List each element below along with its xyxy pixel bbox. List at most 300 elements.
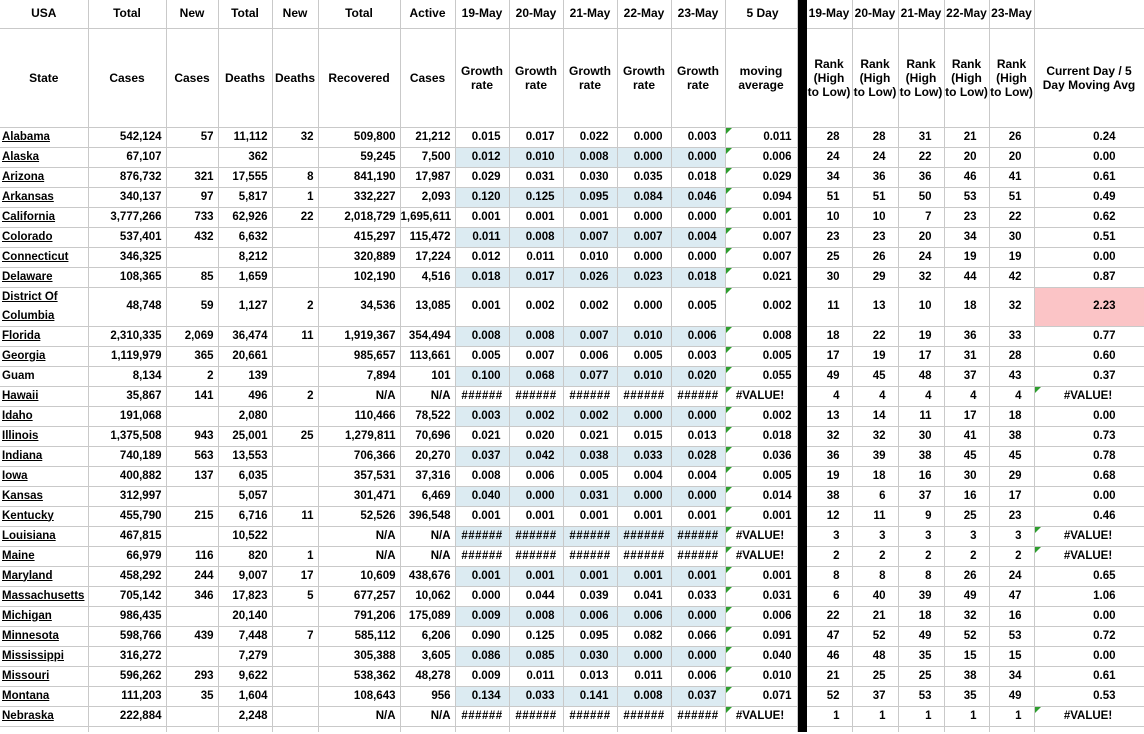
rank-19may-cell[interactable]: 4 <box>806 386 852 406</box>
growth-rate-23may-cell[interactable]: 0.033 <box>671 586 725 606</box>
rank-21may-cell[interactable]: 4 <box>898 386 944 406</box>
moving-average-cell[interactable]: 0.001 <box>725 207 797 227</box>
rank-19may-cell[interactable]: 47 <box>806 626 852 646</box>
total-recovered-cell[interactable]: N/A <box>318 546 400 566</box>
current-vs-avg-cell[interactable]: 0.49 <box>1034 187 1144 207</box>
growth-rate-19may-cell[interactable]: ###### <box>455 386 509 406</box>
active-cases-cell[interactable]: 354,494 <box>400 326 455 346</box>
rank-22may-cell[interactable]: 31 <box>944 346 989 366</box>
growth-rate-19may-cell[interactable]: 0.134 <box>455 686 509 706</box>
total-cases-cell[interactable]: 740,189 <box>88 446 166 466</box>
new-cases-cell[interactable]: 244 <box>166 566 218 586</box>
total-cases-cell[interactable]: 8,134 <box>88 366 166 386</box>
total-recovered-cell[interactable]: 305,388 <box>318 646 400 666</box>
state-cell[interactable]: Alaska <box>0 147 88 167</box>
new-deaths-cell[interactable]: 11 <box>272 506 318 526</box>
rank-21may-cell[interactable]: 38 <box>898 446 944 466</box>
new-deaths-cell[interactable]: 11 <box>272 326 318 346</box>
total-cases-cell[interactable]: 222,884 <box>88 706 166 726</box>
rank-22may-cell[interactable]: 35 <box>944 686 989 706</box>
growth-rate-19may-cell[interactable]: 0.100 <box>455 366 509 386</box>
column-header[interactable]: Growth rate <box>455 28 509 127</box>
state-cell[interactable]: Connecticut <box>0 247 88 267</box>
total-recovered-cell[interactable]: 110,466 <box>318 406 400 426</box>
growth-rate-21may-cell[interactable]: 0.077 <box>563 366 617 386</box>
new-deaths-cell[interactable]: 7 <box>272 626 318 646</box>
rank-21may-cell[interactable]: 30 <box>898 426 944 446</box>
rank-21may-cell[interactable]: 31 <box>898 127 944 147</box>
growth-rate-20may-cell[interactable]: 0.010 <box>509 147 563 167</box>
rank-23may-cell[interactable]: 29 <box>989 466 1034 486</box>
column-header[interactable]: New <box>272 0 318 28</box>
rank-20may-cell[interactable]: 6 <box>852 486 898 506</box>
total-recovered-cell[interactable]: 585,112 <box>318 626 400 646</box>
moving-average-cell[interactable]: 0.036 <box>725 446 797 466</box>
growth-rate-21may-cell[interactable]: ###### <box>563 526 617 546</box>
rank-20may-cell[interactable]: 21 <box>852 606 898 626</box>
rank-21may-cell[interactable]: 39 <box>898 586 944 606</box>
column-header[interactable]: Recovered <box>318 28 400 127</box>
state-cell[interactable]: Georgia <box>0 346 88 366</box>
new-deaths-cell[interactable] <box>272 267 318 287</box>
growth-rate-23may-cell[interactable]: 0.018 <box>671 167 725 187</box>
new-deaths-cell[interactable]: 1 <box>272 546 318 566</box>
new-deaths-cell[interactable] <box>272 466 318 486</box>
rank-23may-cell[interactable]: 47 <box>989 586 1034 606</box>
rank-19may-cell[interactable]: 49 <box>806 366 852 386</box>
total-recovered-cell[interactable]: 332,227 <box>318 187 400 207</box>
total-recovered-cell[interactable]: N/A <box>318 386 400 406</box>
growth-rate-19may-cell[interactable]: 0.120 <box>455 187 509 207</box>
total-recovered-cell[interactable]: 1,279,811 <box>318 426 400 446</box>
total-deaths-cell[interactable]: 17,823 <box>218 586 272 606</box>
current-vs-avg-cell[interactable]: 0.72 <box>1034 626 1144 646</box>
rank-20may-cell[interactable]: 11 <box>852 506 898 526</box>
rank-21may-cell[interactable]: 37 <box>898 486 944 506</box>
new-deaths-cell[interactable] <box>272 526 318 546</box>
state-cell[interactable]: Minnesota <box>0 626 88 646</box>
rank-19may-cell[interactable]: 24 <box>806 147 852 167</box>
new-cases-cell[interactable]: 733 <box>166 207 218 227</box>
rank-20may-cell[interactable]: 25 <box>852 666 898 686</box>
moving-average-cell[interactable]: 0.002 <box>725 287 797 326</box>
total-recovered-cell[interactable]: 320,889 <box>318 247 400 267</box>
new-deaths-cell[interactable]: 5 <box>272 586 318 606</box>
rank-23may-cell[interactable]: 33 <box>989 326 1034 346</box>
growth-rate-21may-cell[interactable]: 0.022 <box>563 127 617 147</box>
rank-19may-cell[interactable]: 34 <box>806 167 852 187</box>
total-deaths-cell[interactable]: 11,112 <box>218 127 272 147</box>
rank-20may-cell[interactable]: 32 <box>852 426 898 446</box>
rank-22may-cell[interactable]: 4 <box>944 386 989 406</box>
rank-20may-cell[interactable]: 19 <box>852 346 898 366</box>
total-deaths-cell[interactable]: 13,553 <box>218 446 272 466</box>
rank-19may-cell[interactable]: 1 <box>806 706 852 726</box>
active-cases-cell[interactable]: N/A <box>400 386 455 406</box>
active-cases-cell[interactable]: 1,695,611 <box>400 207 455 227</box>
rank-20may-cell[interactable]: 3 <box>852 526 898 546</box>
current-vs-avg-cell[interactable]: 1.06 <box>1034 586 1144 606</box>
total-recovered-cell[interactable]: 791,206 <box>318 606 400 626</box>
current-vs-avg-cell[interactable]: 0.62 <box>1034 207 1144 227</box>
column-header[interactable]: Rank (High to Low) <box>852 28 898 127</box>
rank-22may-cell[interactable]: 44 <box>944 267 989 287</box>
rank-19may-cell[interactable]: 18 <box>806 326 852 346</box>
total-deaths-cell[interactable]: 5,057 <box>218 486 272 506</box>
column-header[interactable]: 21-May <box>898 0 944 28</box>
growth-rate-20may-cell[interactable]: 0.020 <box>509 426 563 446</box>
moving-average-cell[interactable]: 0.007 <box>725 227 797 247</box>
current-vs-avg-cell[interactable]: 0.00 <box>1034 247 1144 267</box>
growth-rate-19may-cell[interactable]: ###### <box>455 706 509 726</box>
current-vs-avg-cell[interactable]: #VALUE! <box>1034 386 1144 406</box>
total-cases-cell[interactable]: 542,124 <box>88 127 166 147</box>
growth-rate-23may-cell[interactable]: ###### <box>671 546 725 566</box>
state-cell[interactable]: Colorado <box>0 227 88 247</box>
total-deaths-cell[interactable]: 62,926 <box>218 207 272 227</box>
state-cell[interactable]: District Of Columbia <box>0 287 88 326</box>
total-cases-cell[interactable]: 537,401 <box>88 227 166 247</box>
total-recovered-cell[interactable]: 102,190 <box>318 267 400 287</box>
growth-rate-22may-cell[interactable]: 0.010 <box>617 366 671 386</box>
growth-rate-21may-cell[interactable]: 0.021 <box>563 426 617 446</box>
rank-19may-cell[interactable]: 2 <box>806 546 852 566</box>
rank-19may-cell[interactable]: 52 <box>806 686 852 706</box>
new-deaths-cell[interactable] <box>272 646 318 666</box>
growth-rate-20may-cell[interactable]: ###### <box>509 526 563 546</box>
growth-rate-23may-cell[interactable]: 0.001 <box>671 506 725 526</box>
rank-20may-cell[interactable]: 52 <box>852 626 898 646</box>
moving-average-cell[interactable]: 0.006 <box>725 606 797 626</box>
growth-rate-19may-cell[interactable]: 0.001 <box>455 207 509 227</box>
rank-21may-cell[interactable]: 11 <box>898 406 944 426</box>
rank-23may-cell[interactable]: 2 <box>989 546 1034 566</box>
rank-23may-cell[interactable]: 45 <box>989 446 1034 466</box>
column-header[interactable]: Growth rate <box>563 28 617 127</box>
growth-rate-19may-cell[interactable]: 0.011 <box>455 227 509 247</box>
moving-average-cell[interactable]: 0.021 <box>725 267 797 287</box>
rank-23may-cell[interactable]: 28 <box>989 346 1034 366</box>
rank-23may-cell[interactable]: 18 <box>989 406 1034 426</box>
total-deaths-cell[interactable]: 7,448 <box>218 626 272 646</box>
rank-22may-cell[interactable]: 20 <box>944 147 989 167</box>
new-deaths-cell[interactable] <box>272 606 318 626</box>
column-header[interactable]: Deaths <box>218 28 272 127</box>
growth-rate-21may-cell[interactable]: 0.006 <box>563 346 617 366</box>
new-deaths-cell[interactable] <box>272 346 318 366</box>
active-cases-cell[interactable]: 17,987 <box>400 167 455 187</box>
growth-rate-19may-cell[interactable]: 0.001 <box>455 287 509 326</box>
new-cases-cell[interactable]: 432 <box>166 227 218 247</box>
current-vs-avg-cell[interactable]: 0.37 <box>1034 366 1144 386</box>
new-cases-cell[interactable]: 321 <box>166 167 218 187</box>
state-cell[interactable]: Mississippi <box>0 646 88 666</box>
growth-rate-19may-cell[interactable]: 0.005 <box>455 346 509 366</box>
rank-22may-cell[interactable]: 53 <box>944 187 989 207</box>
state-cell[interactable]: Guam <box>0 366 88 386</box>
rank-20may-cell[interactable]: 40 <box>852 586 898 606</box>
column-header[interactable]: Total <box>218 0 272 28</box>
growth-rate-22may-cell[interactable]: ###### <box>617 526 671 546</box>
growth-rate-20may-cell[interactable]: 0.011 <box>509 666 563 686</box>
current-vs-avg-cell[interactable]: 0.00 <box>1034 406 1144 426</box>
rank-23may-cell[interactable]: 51 <box>989 187 1034 207</box>
new-cases-cell[interactable]: 2,069 <box>166 326 218 346</box>
rank-20may-cell[interactable]: 18 <box>852 466 898 486</box>
active-cases-cell[interactable]: 70,696 <box>400 426 455 446</box>
state-cell[interactable]: Montana <box>0 686 88 706</box>
moving-average-cell[interactable]: 0.001 <box>725 566 797 586</box>
total-recovered-cell[interactable]: 509,800 <box>318 127 400 147</box>
growth-rate-22may-cell[interactable]: 0.001 <box>617 566 671 586</box>
active-cases-cell[interactable]: 101 <box>400 366 455 386</box>
new-deaths-cell[interactable] <box>272 486 318 506</box>
active-cases-cell[interactable]: 3,605 <box>400 646 455 666</box>
column-header[interactable]: 22-May <box>944 0 989 28</box>
growth-rate-20may-cell[interactable]: 0.017 <box>509 127 563 147</box>
total-deaths-cell[interactable]: 1,659 <box>218 267 272 287</box>
growth-rate-23may-cell[interactable]: 0.006 <box>671 666 725 686</box>
moving-average-cell[interactable]: 0.005 <box>725 346 797 366</box>
total-deaths-cell[interactable]: 6,716 <box>218 506 272 526</box>
new-deaths-cell[interactable] <box>272 227 318 247</box>
column-header[interactable]: 19-May <box>455 0 509 28</box>
rank-22may-cell[interactable]: 2 <box>944 546 989 566</box>
column-header[interactable]: Total <box>318 0 400 28</box>
current-vs-avg-cell[interactable]: 0.65 <box>1034 566 1144 586</box>
state-cell[interactable]: Illinois <box>0 426 88 446</box>
growth-rate-19may-cell[interactable]: 0.015 <box>455 127 509 147</box>
new-cases-cell[interactable]: 141 <box>166 386 218 406</box>
rank-19may-cell[interactable]: 38 <box>806 486 852 506</box>
growth-rate-22may-cell[interactable]: 0.035 <box>617 167 671 187</box>
rank-23may-cell[interactable]: 4 <box>989 386 1034 406</box>
growth-rate-22may-cell[interactable]: 0.015 <box>617 426 671 446</box>
rank-23may-cell[interactable]: 3 <box>989 526 1034 546</box>
active-cases-cell[interactable]: 438,676 <box>400 566 455 586</box>
active-cases-cell[interactable]: 78,522 <box>400 406 455 426</box>
growth-rate-23may-cell[interactable]: 0.013 <box>671 426 725 446</box>
growth-rate-20may-cell[interactable]: 0.006 <box>509 466 563 486</box>
rank-20may-cell[interactable]: 48 <box>852 646 898 666</box>
total-recovered-cell[interactable]: 357,531 <box>318 466 400 486</box>
active-cases-cell[interactable]: 6,206 <box>400 626 455 646</box>
column-header[interactable]: 5 Day <box>725 0 797 28</box>
new-cases-cell[interactable]: 137 <box>166 466 218 486</box>
total-cases-cell[interactable]: 458,292 <box>88 566 166 586</box>
rank-20may-cell[interactable]: 39 <box>852 446 898 466</box>
growth-rate-22may-cell[interactable]: 0.000 <box>617 247 671 267</box>
new-cases-cell[interactable]: 59 <box>166 287 218 326</box>
total-deaths-cell[interactable]: 362 <box>218 147 272 167</box>
growth-rate-20may-cell[interactable]: 0.017 <box>509 267 563 287</box>
total-deaths-cell[interactable]: 7,279 <box>218 646 272 666</box>
rank-21may-cell[interactable]: 53 <box>898 686 944 706</box>
rank-23may-cell[interactable]: 32 <box>989 287 1034 326</box>
total-recovered-cell[interactable]: 7,894 <box>318 366 400 386</box>
column-header[interactable]: 19-May <box>806 0 852 28</box>
total-cases-cell[interactable]: 400,882 <box>88 466 166 486</box>
moving-average-cell[interactable]: 0.010 <box>725 666 797 686</box>
active-cases-cell[interactable]: 37,316 <box>400 466 455 486</box>
total-cases-cell[interactable]: 3,777,266 <box>88 207 166 227</box>
rank-23may-cell[interactable]: 15 <box>989 646 1034 666</box>
new-cases-cell[interactable] <box>166 646 218 666</box>
moving-average-cell[interactable]: 0.091 <box>725 626 797 646</box>
active-cases-cell[interactable]: 115,472 <box>400 227 455 247</box>
rank-23may-cell[interactable]: 42 <box>989 267 1034 287</box>
rank-23may-cell[interactable]: 38 <box>989 426 1034 446</box>
growth-rate-21may-cell[interactable]: 0.006 <box>563 606 617 626</box>
state-cell[interactable]: Florida <box>0 326 88 346</box>
column-header[interactable]: Growth rate <box>671 28 725 127</box>
column-header[interactable]: Growth rate <box>509 28 563 127</box>
rank-23may-cell[interactable]: 16 <box>989 606 1034 626</box>
new-deaths-cell[interactable]: 1 <box>272 187 318 207</box>
total-deaths-cell[interactable]: 20,140 <box>218 606 272 626</box>
moving-average-cell[interactable]: 0.008 <box>725 326 797 346</box>
rank-20may-cell[interactable]: 23 <box>852 227 898 247</box>
growth-rate-21may-cell[interactable]: 0.038 <box>563 446 617 466</box>
rank-20may-cell[interactable]: 45 <box>852 366 898 386</box>
rank-20may-cell[interactable]: 26 <box>852 247 898 267</box>
growth-rate-19may-cell[interactable]: ###### <box>455 526 509 546</box>
new-cases-cell[interactable]: 563 <box>166 446 218 466</box>
growth-rate-20may-cell[interactable]: 0.002 <box>509 287 563 326</box>
growth-rate-22may-cell[interactable]: 0.001 <box>617 506 671 526</box>
growth-rate-23may-cell[interactable]: 0.003 <box>671 127 725 147</box>
moving-average-cell[interactable]: 0.002 <box>725 406 797 426</box>
current-vs-avg-cell[interactable]: 2.23 <box>1034 287 1144 326</box>
rank-22may-cell[interactable]: 23 <box>944 207 989 227</box>
growth-rate-22may-cell[interactable]: 0.006 <box>617 606 671 626</box>
column-header[interactable]: Deaths <box>272 28 318 127</box>
total-recovered-cell[interactable]: 52,526 <box>318 506 400 526</box>
growth-rate-21may-cell[interactable]: 0.008 <box>563 147 617 167</box>
growth-rate-21may-cell[interactable]: 0.005 <box>563 466 617 486</box>
column-header[interactable] <box>1034 0 1144 28</box>
rank-23may-cell[interactable]: 20 <box>989 147 1034 167</box>
total-recovered-cell[interactable]: 706,366 <box>318 446 400 466</box>
active-cases-cell[interactable]: N/A <box>400 546 455 566</box>
growth-rate-23may-cell[interactable]: 0.000 <box>671 486 725 506</box>
growth-rate-23may-cell[interactable]: 0.000 <box>671 247 725 267</box>
rank-19may-cell[interactable]: 11 <box>806 287 852 326</box>
active-cases-cell[interactable]: 113,661 <box>400 346 455 366</box>
active-cases-cell[interactable]: 17,224 <box>400 247 455 267</box>
rank-19may-cell[interactable]: 8 <box>806 566 852 586</box>
moving-average-cell[interactable]: 0.094 <box>725 187 797 207</box>
new-cases-cell[interactable] <box>166 247 218 267</box>
growth-rate-22may-cell[interactable]: ###### <box>617 706 671 726</box>
state-cell[interactable]: Arkansas <box>0 187 88 207</box>
new-cases-cell[interactable] <box>166 406 218 426</box>
growth-rate-21may-cell[interactable]: 0.030 <box>563 167 617 187</box>
moving-average-cell[interactable]: 0.006 <box>725 147 797 167</box>
moving-average-cell[interactable]: 0.011 <box>725 127 797 147</box>
moving-average-cell[interactable]: 0.001 <box>725 506 797 526</box>
growth-rate-22may-cell[interactable]: 0.084 <box>617 187 671 207</box>
rank-23may-cell[interactable]: 53 <box>989 626 1034 646</box>
active-cases-cell[interactable]: 396,548 <box>400 506 455 526</box>
growth-rate-21may-cell[interactable]: 0.001 <box>563 566 617 586</box>
growth-rate-22may-cell[interactable]: 0.008 <box>617 686 671 706</box>
rank-22may-cell[interactable]: 30 <box>944 466 989 486</box>
total-cases-cell[interactable]: 108,365 <box>88 267 166 287</box>
total-recovered-cell[interactable]: 841,190 <box>318 167 400 187</box>
active-cases-cell[interactable]: N/A <box>400 526 455 546</box>
growth-rate-21may-cell[interactable]: 0.007 <box>563 326 617 346</box>
growth-rate-21may-cell[interactable]: 0.026 <box>563 267 617 287</box>
total-recovered-cell[interactable]: N/A <box>318 706 400 726</box>
rank-22may-cell[interactable]: 49 <box>944 586 989 606</box>
growth-rate-19may-cell[interactable]: 0.012 <box>455 147 509 167</box>
growth-rate-19may-cell[interactable]: 0.008 <box>455 466 509 486</box>
growth-rate-20may-cell[interactable]: 0.008 <box>509 227 563 247</box>
rank-23may-cell[interactable]: 41 <box>989 167 1034 187</box>
column-header[interactable]: 20-May <box>852 0 898 28</box>
growth-rate-23may-cell[interactable]: 0.018 <box>671 267 725 287</box>
total-cases-cell[interactable]: 191,068 <box>88 406 166 426</box>
rank-19may-cell[interactable]: 12 <box>806 506 852 526</box>
state-cell[interactable]: Alabama <box>0 127 88 147</box>
rank-22may-cell[interactable]: 36 <box>944 326 989 346</box>
growth-rate-23may-cell[interactable]: 0.005 <box>671 287 725 326</box>
growth-rate-20may-cell[interactable]: ###### <box>509 386 563 406</box>
total-deaths-cell[interactable]: 9,622 <box>218 666 272 686</box>
moving-average-cell[interactable]: 0.031 <box>725 586 797 606</box>
active-cases-cell[interactable]: 10,062 <box>400 586 455 606</box>
total-cases-cell[interactable]: 705,142 <box>88 586 166 606</box>
growth-rate-23may-cell[interactable]: 0.066 <box>671 626 725 646</box>
moving-average-cell[interactable]: 0.029 <box>725 167 797 187</box>
column-header[interactable]: 21-May <box>563 0 617 28</box>
active-cases-cell[interactable]: 48,278 <box>400 666 455 686</box>
growth-rate-21may-cell[interactable]: 0.013 <box>563 666 617 686</box>
growth-rate-23may-cell[interactable]: 0.000 <box>671 147 725 167</box>
rank-22may-cell[interactable]: 17 <box>944 406 989 426</box>
total-cases-cell[interactable]: 467,815 <box>88 526 166 546</box>
growth-rate-19may-cell[interactable]: 0.001 <box>455 506 509 526</box>
total-deaths-cell[interactable]: 820 <box>218 546 272 566</box>
active-cases-cell[interactable]: 2,093 <box>400 187 455 207</box>
current-vs-avg-cell[interactable]: 0.77 <box>1034 326 1144 346</box>
rank-22may-cell[interactable]: 1 <box>944 706 989 726</box>
total-deaths-cell[interactable]: 6,632 <box>218 227 272 247</box>
growth-rate-22may-cell[interactable]: 0.000 <box>617 147 671 167</box>
rank-20may-cell[interactable]: 24 <box>852 147 898 167</box>
active-cases-cell[interactable]: 6,469 <box>400 486 455 506</box>
growth-rate-20may-cell[interactable]: 0.044 <box>509 586 563 606</box>
total-cases-cell[interactable]: 316,272 <box>88 646 166 666</box>
growth-rate-22may-cell[interactable]: 0.033 <box>617 446 671 466</box>
growth-rate-19may-cell[interactable]: 0.008 <box>455 326 509 346</box>
rank-21may-cell[interactable]: 18 <box>898 606 944 626</box>
total-recovered-cell[interactable]: 34,536 <box>318 287 400 326</box>
active-cases-cell[interactable]: 13,085 <box>400 287 455 326</box>
growth-rate-23may-cell[interactable]: ###### <box>671 386 725 406</box>
growth-rate-23may-cell[interactable]: 0.046 <box>671 187 725 207</box>
state-cell[interactable]: Kansas <box>0 486 88 506</box>
total-deaths-cell[interactable]: 1,127 <box>218 287 272 326</box>
total-cases-cell[interactable]: 48,748 <box>88 287 166 326</box>
rank-21may-cell[interactable]: 32 <box>898 267 944 287</box>
column-header[interactable]: moving average <box>725 28 797 127</box>
current-vs-avg-cell[interactable]: 0.00 <box>1034 486 1144 506</box>
rank-23may-cell[interactable]: 24 <box>989 566 1034 586</box>
growth-rate-19may-cell[interactable]: 0.040 <box>455 486 509 506</box>
growth-rate-21may-cell[interactable]: 0.030 <box>563 646 617 666</box>
